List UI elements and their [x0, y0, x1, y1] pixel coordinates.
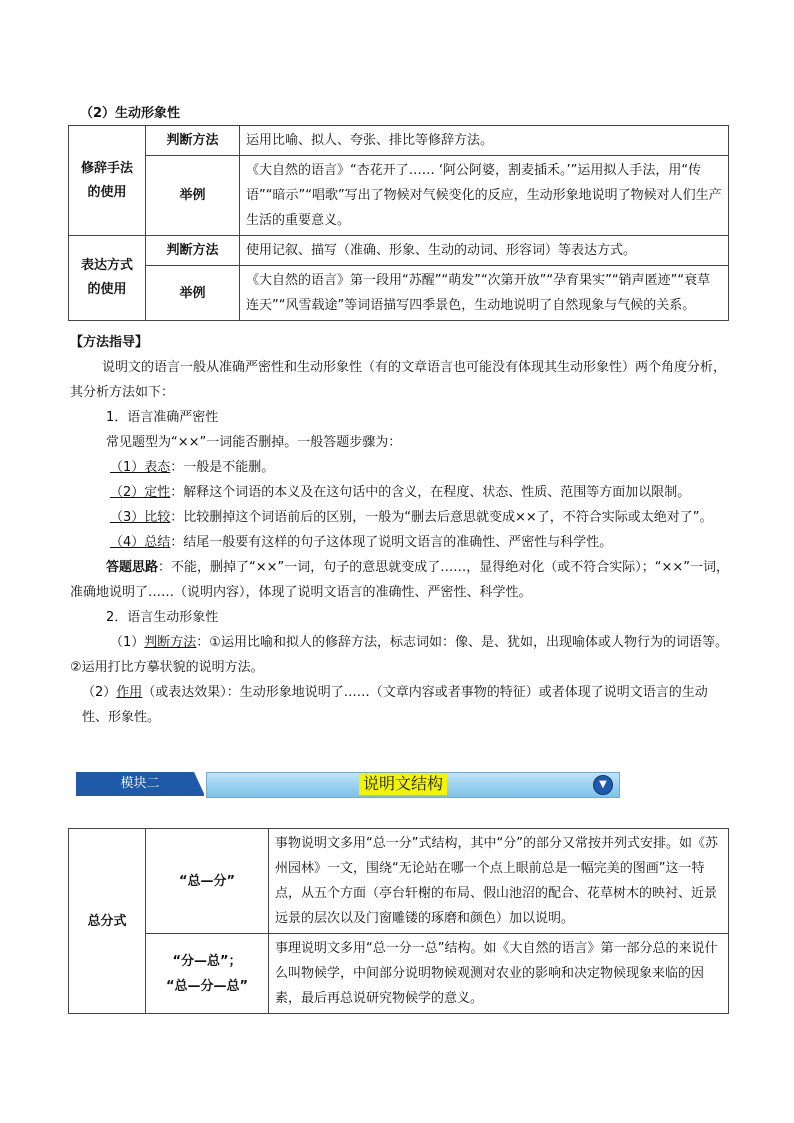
- row-text: 事理说明文多用“总一分一总”结构。如《大自然的语言》第一部分总的来说什么叫物候学，中间部分说明物候观测对农业的影响和决定物候现象来临的因素，最后再总说研究物候学的意义。: [269, 934, 729, 1014]
- step-label: （4）总结: [110, 535, 171, 550]
- table-row: [69, 829, 729, 934]
- step-label: （2）定性: [110, 485, 171, 500]
- row-label: “分—总”； “总—分—总”: [146, 934, 269, 1014]
- table-row: [69, 236, 729, 266]
- chevron-down-icon[interactable]: ▼: [593, 775, 613, 795]
- heading-1-intro: 常见题型为“××”一词能否删掉。一般答题步骤为：: [106, 435, 402, 450]
- step-text: ：一般是不能删。: [170, 460, 275, 475]
- structure-table: [68, 828, 729, 1014]
- section-title: （2）生动形象性: [80, 106, 181, 121]
- group-label: 修辞手法 的使用: [69, 126, 146, 236]
- step-3: [70, 505, 730, 530]
- vivid-method: [70, 630, 730, 680]
- item-label: 作用: [116, 685, 143, 700]
- step-text: ：解释这个词语的本义及在这句话中的含义，在程度、状态、性质、范围等方面加以限制。: [170, 485, 691, 500]
- item-text: ：①运用比喻和拟人的修辞方法，标志词如：像、是、犹如，出现喻体或人物行为的词语等。②运用打比方摹状貌的说明方法。: [70, 635, 728, 675]
- step-4: [70, 530, 730, 555]
- step-1: [70, 455, 730, 480]
- table-row: [69, 126, 729, 156]
- method-guide: [70, 330, 730, 730]
- heading-2: 2．语言生动形象性: [106, 610, 219, 625]
- row-label: “总—分”: [146, 829, 269, 934]
- row-text: 事物说明文多用“总一分”式结构，其中“分”的部分又常按并列式安排。如《苏州园林》一文，围绕“无论站在哪一个点上眼前总是一幅完美的图画”这一特点，从五个方面（亭台轩榭的布局、假山池沼的配合、花草树木的映衬、近景远景的层次以及门窗雕镂的琢磨和颜色）加以说明。: [269, 829, 729, 934]
- step-label: （3）比较: [110, 510, 171, 525]
- vivid-language-table: [68, 125, 729, 321]
- row-label: 判断方法: [146, 126, 240, 156]
- heading-1: 1．语言准确严密性: [106, 410, 219, 425]
- row-text: 《大自然的语言》第一段用“苏醒”“萌发”“次第开放”“孕育果实”“销声匿迹”“衰草连天”“风雪载途”等词语描写四季景色，生动地说明了自然现象与气候的关系。: [240, 266, 729, 321]
- row-label: 举例: [146, 156, 240, 236]
- vivid-effect: [70, 680, 730, 730]
- table-row: [69, 156, 729, 236]
- row-text: 使用记叙、描写（准确、形象、生动的动词、形容词）等表达方式。: [240, 236, 729, 266]
- row-text: 《大自然的语言》“杏花开了…… ‘阿公阿婆，割麦插禾。’”运用拟人手法，用“传语”“暗示”“唱歌”写出了物候对气候变化的反应，生动形象地说明了物候对人们生产生活的重要意义。: [240, 156, 729, 236]
- row-label: 举例: [146, 266, 240, 321]
- step-text: ：结尾一般要有这样的句子这体现了说明文语言的准确性、严密性与科学性。: [170, 535, 613, 550]
- item-prefix: （2）: [82, 685, 117, 700]
- step-2: [70, 480, 730, 505]
- approach-text: ：不能，删掉了“××”一词，句子的意思就变成了……，显得绝对化（或不符合实际）；“××”一词，准确地说明了……（说明内容），体现了说明文语言的准确性、严密性、科学性。: [70, 560, 730, 600]
- table-row: [69, 266, 729, 321]
- step-text: ：比较删掉这个词语前后的区别，一般为“删去后意思就变成××了，不符合实际或太绝对了”。: [170, 510, 713, 525]
- item-label: 判断方法: [144, 635, 197, 650]
- group-label: 表达方式 的使用: [69, 236, 146, 321]
- row-text: 运用比喻、拟人、夸张、排比等修辞方法。: [240, 126, 729, 156]
- item-prefix: （1）: [110, 635, 145, 650]
- method-intro: 说明文的语言一般从准确严密性和生动形象性（有的文章语言也可能没有体现其生动形象性）两个角度分析，其分析方法如下：: [70, 360, 727, 400]
- module-label: 模块二: [76, 772, 204, 796]
- module-banner: [76, 770, 620, 800]
- step-label: （1）表态: [110, 460, 171, 475]
- module-title: 说明文结构: [359, 773, 447, 795]
- table-row: [69, 934, 729, 1014]
- group-label: 总分式: [69, 829, 146, 1014]
- method-header: 【方法指导】: [70, 335, 149, 350]
- answer-approach: [70, 555, 730, 605]
- row-label: 判断方法: [146, 236, 240, 266]
- approach-label: 答题思路: [106, 560, 159, 575]
- item-text: （或表达效果）：生动形象地说明了……（文章内容或者事物的特征）或者体现了说明文语言的生动性、形象性。: [82, 685, 708, 725]
